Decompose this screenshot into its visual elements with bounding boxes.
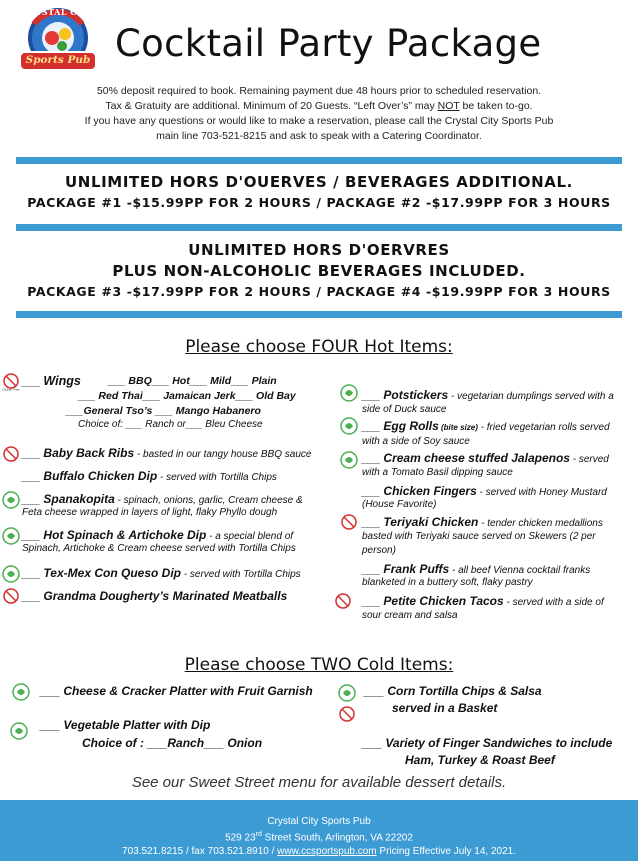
wings-item: ___ Wings [22,374,81,388]
divider-bar [16,157,622,164]
hot-item: ___ Hot Spinach & Artichoke Dip - a special blend of [22,528,294,542]
hot-item-desc: person) [362,545,396,556]
cold-item-line: Ham, Turkey & Roast Beef [405,753,555,767]
hot-item: ___ Grandma Dougherty’s Marinated Meatballs [22,589,288,603]
cold-item: ___ Variety of Finger Sandwiches to include [362,736,613,750]
cold-item-line: served in a Basket [392,701,498,715]
hot-item: ___ Frank Puffs - all beef Vienna cocktail franks [362,562,591,576]
hot-item: ___ Baby Back Ribs - basted in our tangy house BBQ sauce [22,446,312,460]
intro-line: main line 703-521-8215 and ask to speak with a Catering Coordinator. [156,130,482,142]
page-title: Cocktail Party Package [115,22,542,65]
cold-item-choice: Choice of : ___Ranch___ Onion [82,736,263,750]
cold-item: ___ Cheese & Cracker Platter with Fruit Garnish [40,684,313,698]
gluten-free-icon [2,446,20,464]
hot-item-desc: with a Tomato Basil dipping sauce [362,467,513,478]
hot-item: ___ Cream cheese stuffed Jalapenos - served [362,451,609,465]
intro-line: 50% deposit required to book. Remaining payment due 48 hours prior to scheduled reservation. [96,85,542,97]
cold-item: ___ Corn Tortilla Chips & Salsa [364,684,542,698]
hot-item-desc: sour cream and salsa [362,610,458,621]
hot-item: ___ Buffalo Chicken Dip - served with Tortilla Chips [22,469,277,483]
hot-item-desc: Feta cheese wrapped in layers of light, flaky Phyllo dough [22,507,278,518]
hot-item: ___ Egg Rolls (bite size) - fried vegetarian rolls served [362,419,610,433]
gluten-free-icon [338,706,356,724]
package-b-heading: PLUS NON-ALCOHOLIC BEVERAGES INCLUDED. [112,262,526,280]
vegetarian-icon [2,565,20,583]
vegetarian-icon [2,527,20,545]
vegetarian-icon [10,722,28,740]
hot-item: ___ Teriyaki Chicken - tender chicken medallions [362,515,603,529]
logo-top-text: CRYSTAL CITY [21,7,95,17]
cold-items-title: Please choose TWO Cold Items: [184,655,454,675]
cold-item: ___ Vegetable Platter with Dip [40,718,211,732]
wings-sauce-choice: Choice of: ___ Ranch or___ Bleu Cheese [78,419,263,430]
vegetarian-icon [340,451,358,469]
wings-options: ___ Red Thai___ Jamaican Jerk___ Old Bay [78,390,296,402]
vegetarian-icon [12,683,30,701]
package-a-heading: UNLIMITED HORS D'OUERVES / BEVERAGES ADDITIONAL. [65,173,573,191]
gluten-free-icon [340,514,358,532]
wings-options: ___ BBQ___ Hot___ Mild___ Plain [108,375,277,387]
hot-item: ___ Potstickers - vegetarian dumplings served with a [362,388,614,402]
hot-item: ___ Spanakopita - spinach, onions, garlic, Cream cheese & [22,492,303,506]
hot-items-title: Please choose FOUR Hot Items: [185,337,453,357]
hot-item-desc: blanketed in a buttery soft, flaky pastry [362,577,533,588]
intro-line: Tax & Gratuity are additional. Minimum of 20 Guests. “Left Over’s” may NOT be taken to-go. [105,100,533,112]
hot-item-desc: with a side of Soy sauce [362,436,470,447]
hot-item: ___ Chicken Fingers - served with Honey Mustard [362,484,607,498]
sports-pub-logo [14,4,102,78]
vegetarian-icon [340,384,358,402]
intro-line: If you have any questions or would like to make a reservation, please call the Crystal City Sports Pub [84,115,554,127]
package-b-prices: PACKAGE #3 -$17.99PP FOR 2 HOURS / PACKAGE #4 -$19.99PP FOR 3 HOURS [27,284,611,299]
hot-item-desc: Spinach, Artichoke & Cream cheese served with Tortilla Chips [22,543,296,554]
dessert-note: See our Sweet Street menu for available dessert details. [131,774,507,791]
divider-bar [16,224,622,231]
package-b-heading: UNLIMITED HORS D'OERVRES [188,241,450,259]
vegetarian-icon [2,491,20,509]
hot-item-desc: side of Duck sauce [362,404,447,415]
hot-item: ___ Tex-Mex Con Queso Dip - served with Tortilla Chips [22,566,301,580]
gluten-free-icon [334,593,352,611]
footer-contact: 703.521.8215 / fax 703.521.8910 / www.ccsportspub.com Pricing Effective July 14, 2021. [122,846,516,857]
package-a-prices: PACKAGE #1 -$15.99PP FOR 2 HOURS / PACKAGE #2 -$17.99PP FOR 3 HOURS [27,195,611,210]
website-link[interactable]: www.ccsportspub.com [277,846,377,857]
hot-item-desc: (House Favorite) [362,499,437,510]
hot-item: ___ Petite Chicken Tacos - served with a side of [362,594,604,608]
logo-badge-text: Sports Pub [25,54,91,66]
vegetarian-icon [340,417,358,435]
svg-text:Gluten Free: Gluten Free [2,387,20,391]
vegetarian-icon [338,684,356,702]
gluten-free-icon [2,373,20,391]
hot-item-desc: basted with Teriyaki sauce served on Skewers (2 per [362,531,596,542]
gluten-free-icon [2,588,20,606]
divider-bar [16,311,622,318]
footer-address: 529 23rd Street South, Arlington, VA 22202 [225,831,413,844]
footer-name: Crystal City Sports Pub [267,816,371,827]
wings-options: ___General Tso’s ___ Mango Habanero [66,405,261,417]
footer [0,800,638,861]
